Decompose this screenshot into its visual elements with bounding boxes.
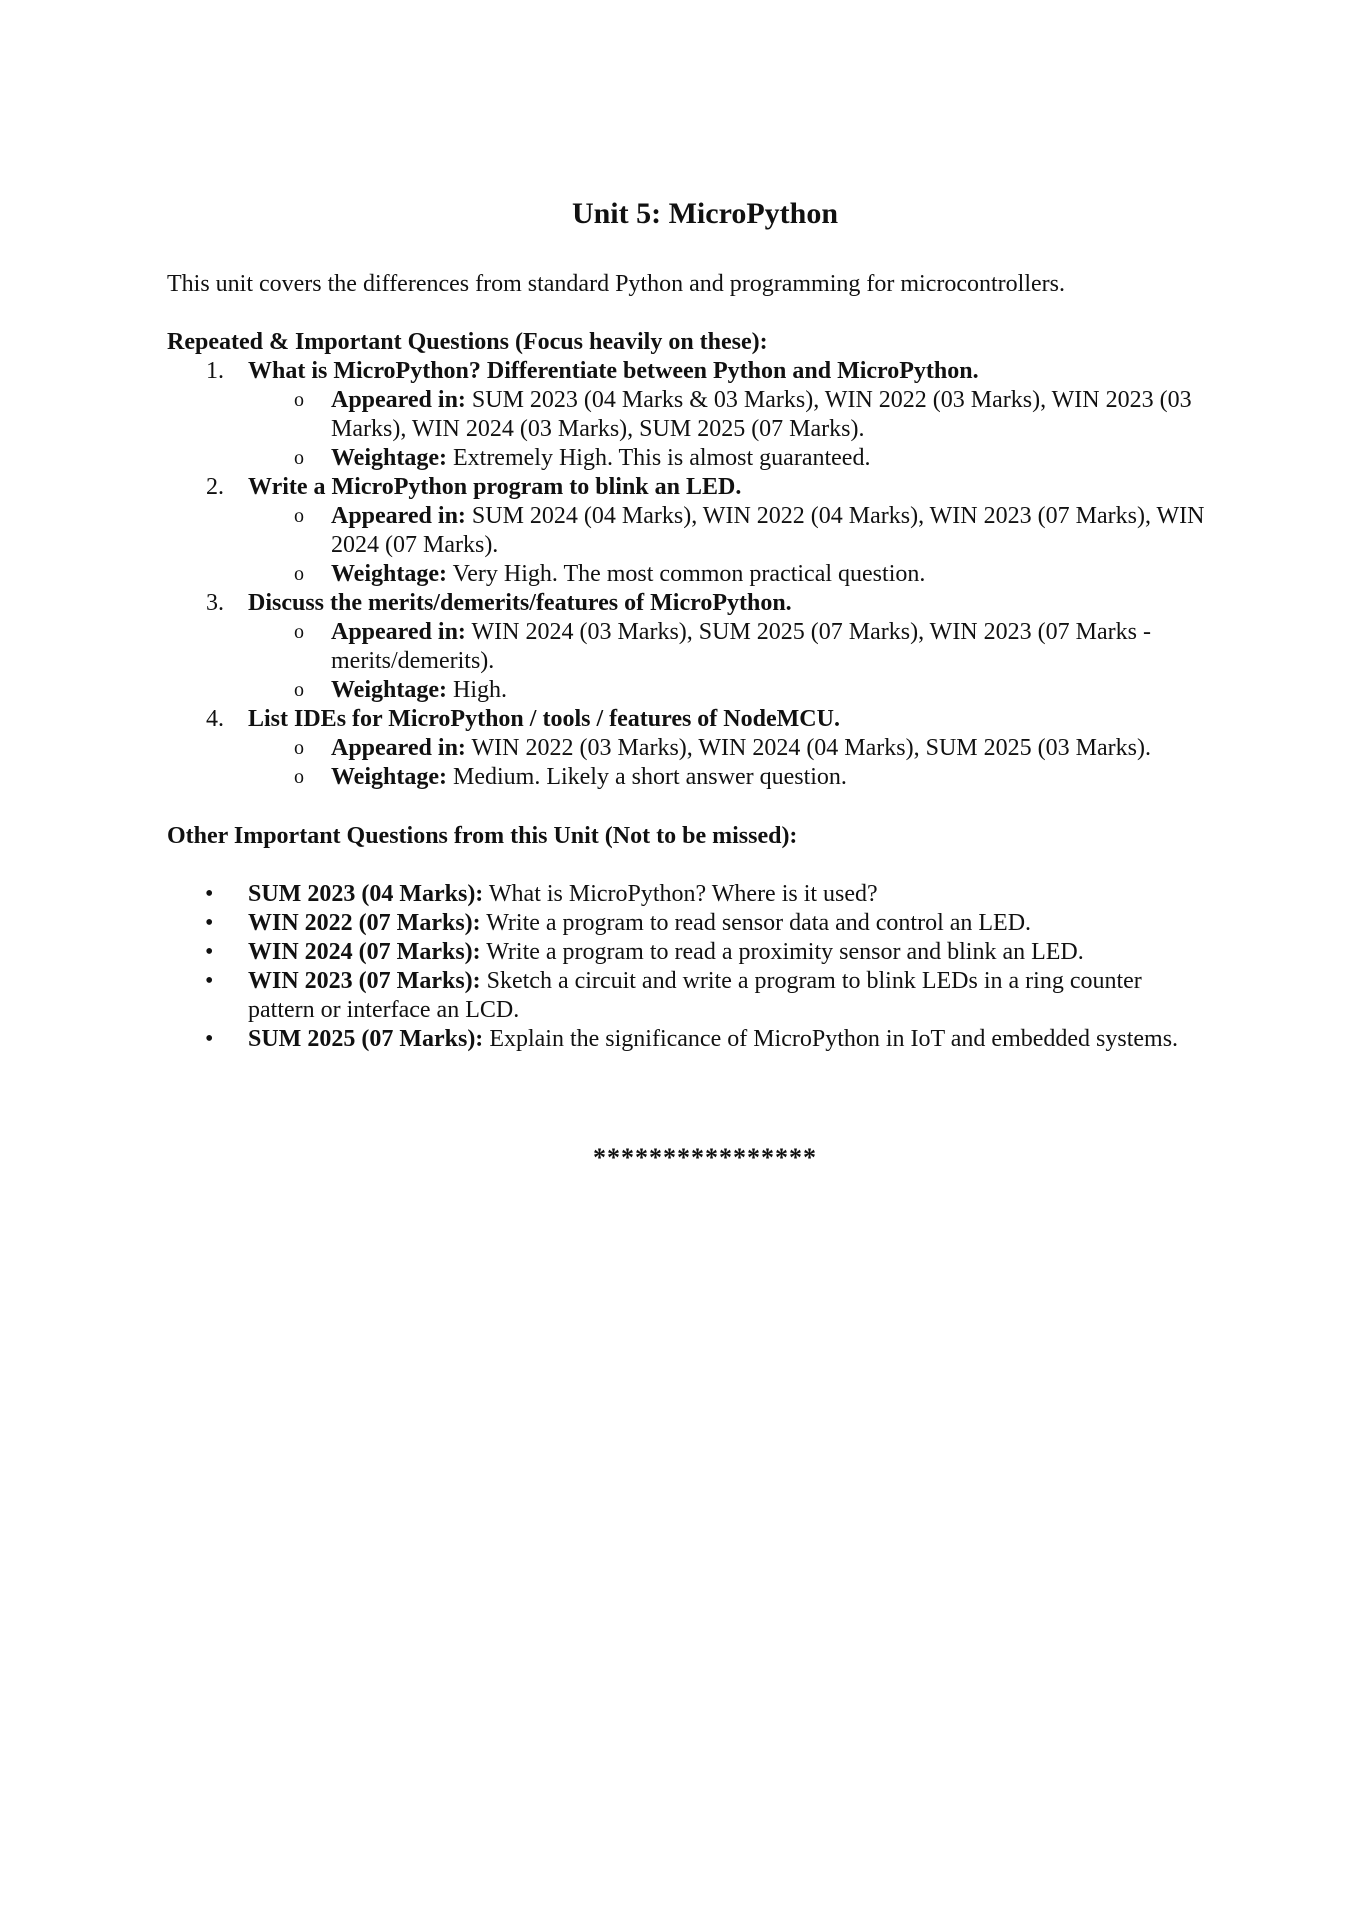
- question-text: Write a program to read sensor data and control an LED.: [486, 910, 1032, 936]
- circle-bullet-icon: o: [294, 766, 304, 788]
- circle-bullet-icon: o: [294, 621, 304, 643]
- exam-label: SUM 2023 (04 Marks):: [248, 881, 484, 907]
- section-heading: Other Important Questions from this Unit (Not to be missed):: [167, 823, 798, 849]
- appeared-value: WIN 2024 (03 Marks), SUM 2025 (07 Marks), WIN 2023 (07 Marks - merits/demerits).: [331, 619, 1151, 674]
- repeated-questions-section: [167, 328, 1207, 792]
- circle-bullet-icon: o: [294, 389, 304, 411]
- weightage-value: High.: [452, 677, 507, 703]
- weightage-label: Weightage:: [331, 764, 447, 790]
- bullet-icon: •: [205, 881, 214, 907]
- question-text: Discuss the merits/demerits/features of MicroPython.: [248, 590, 792, 616]
- weightage-value: Medium. Likely a short answer question.: [452, 764, 847, 790]
- weightage-label: Weightage:: [331, 561, 447, 587]
- appeared-in: [167, 502, 1207, 560]
- weightage: [167, 763, 1207, 792]
- appeared-in: [167, 618, 1207, 676]
- other-question-item: [167, 909, 1207, 938]
- question-text: Explain the significance of MicroPython in IoT and embedded systems.: [489, 1026, 1179, 1052]
- circle-bullet-icon: o: [294, 737, 304, 759]
- section-heading: Repeated & Important Questions (Focus heavily on these):: [167, 329, 768, 355]
- question-number: 2.: [206, 474, 224, 500]
- appeared-value: SUM 2024 (04 Marks), WIN 2022 (04 Marks), WIN 2023 (07 Marks), WIN 2024 (07 Marks).: [331, 503, 1205, 558]
- question-item: [167, 357, 1207, 386]
- question-text: Write a MicroPython program to blink an LED.: [248, 474, 742, 500]
- weightage: [167, 676, 1207, 705]
- question-text: Sketch a circuit and write a program to blink LEDs in a ring counter pattern or interface an LCD.: [248, 968, 1142, 1023]
- page-title: Unit 5: MicroPython: [571, 197, 839, 230]
- circle-bullet-icon: o: [294, 447, 304, 469]
- circle-bullet-icon: o: [294, 563, 304, 585]
- weightage-label: Weightage:: [331, 677, 447, 703]
- question-text: What is MicroPython? Where is it used?: [488, 881, 878, 907]
- appeared-label: Appeared in:: [331, 619, 466, 645]
- question-number: 1.: [206, 358, 224, 384]
- exam-label: SUM 2025 (07 Marks):: [248, 1026, 484, 1052]
- question-item: [167, 705, 1207, 734]
- appeared-in: [167, 734, 1207, 763]
- other-question-item: [167, 967, 1207, 1025]
- bullet-icon: •: [205, 910, 214, 936]
- question-text: Write a program to read a proximity sensor and blink an LED.: [486, 939, 1084, 965]
- appeared-label: Appeared in:: [331, 387, 466, 413]
- weightage: [167, 444, 1207, 473]
- weightage-value: Extremely High. This is almost guaranteed.: [452, 445, 871, 471]
- intro-paragraph: This unit covers the differences from standard Python and programming for microcontrollers.: [167, 271, 1065, 297]
- weightage-label: Weightage:: [331, 445, 447, 471]
- exam-label: WIN 2024 (07 Marks):: [248, 939, 481, 965]
- other-question-item: [167, 1025, 1207, 1054]
- other-question-item: [167, 938, 1207, 967]
- bullet-icon: •: [205, 939, 214, 965]
- question-text: List IDEs for MicroPython / tools / features of NodeMCU.: [248, 706, 840, 732]
- appeared-in: [167, 386, 1207, 444]
- exam-label: WIN 2023 (07 Marks):: [248, 968, 481, 994]
- weightage-value: Very High. The most common practical question.: [452, 561, 926, 587]
- weightage: [167, 560, 1207, 589]
- circle-bullet-icon: o: [294, 505, 304, 527]
- appeared-value: WIN 2022 (03 Marks), WIN 2024 (04 Marks), SUM 2025 (03 Marks).: [471, 735, 1151, 761]
- question-number: 3.: [206, 590, 224, 616]
- appeared-label: Appeared in:: [331, 503, 466, 529]
- exam-label: WIN 2022 (07 Marks):: [248, 910, 481, 936]
- question-text: What is MicroPython? Differentiate between Python and MicroPython.: [248, 358, 979, 384]
- circle-bullet-icon: o: [294, 679, 304, 701]
- other-questions-section: [167, 822, 1207, 1054]
- bullet-icon: •: [205, 968, 214, 994]
- question-item: [167, 589, 1207, 618]
- appeared-value: SUM 2023 (04 Marks & 03 Marks), WIN 2022 (03 Marks), WIN 2023 (03 Marks), WIN 2024 (03 Marks), SUM 2025 (07 Marks).: [331, 387, 1192, 442]
- separator: ****************: [593, 1143, 817, 1172]
- other-question-item: [167, 880, 1207, 909]
- bullet-icon: •: [205, 1026, 214, 1052]
- question-item: [167, 473, 1207, 502]
- question-number: 4.: [206, 706, 224, 732]
- appeared-label: Appeared in:: [331, 735, 466, 761]
